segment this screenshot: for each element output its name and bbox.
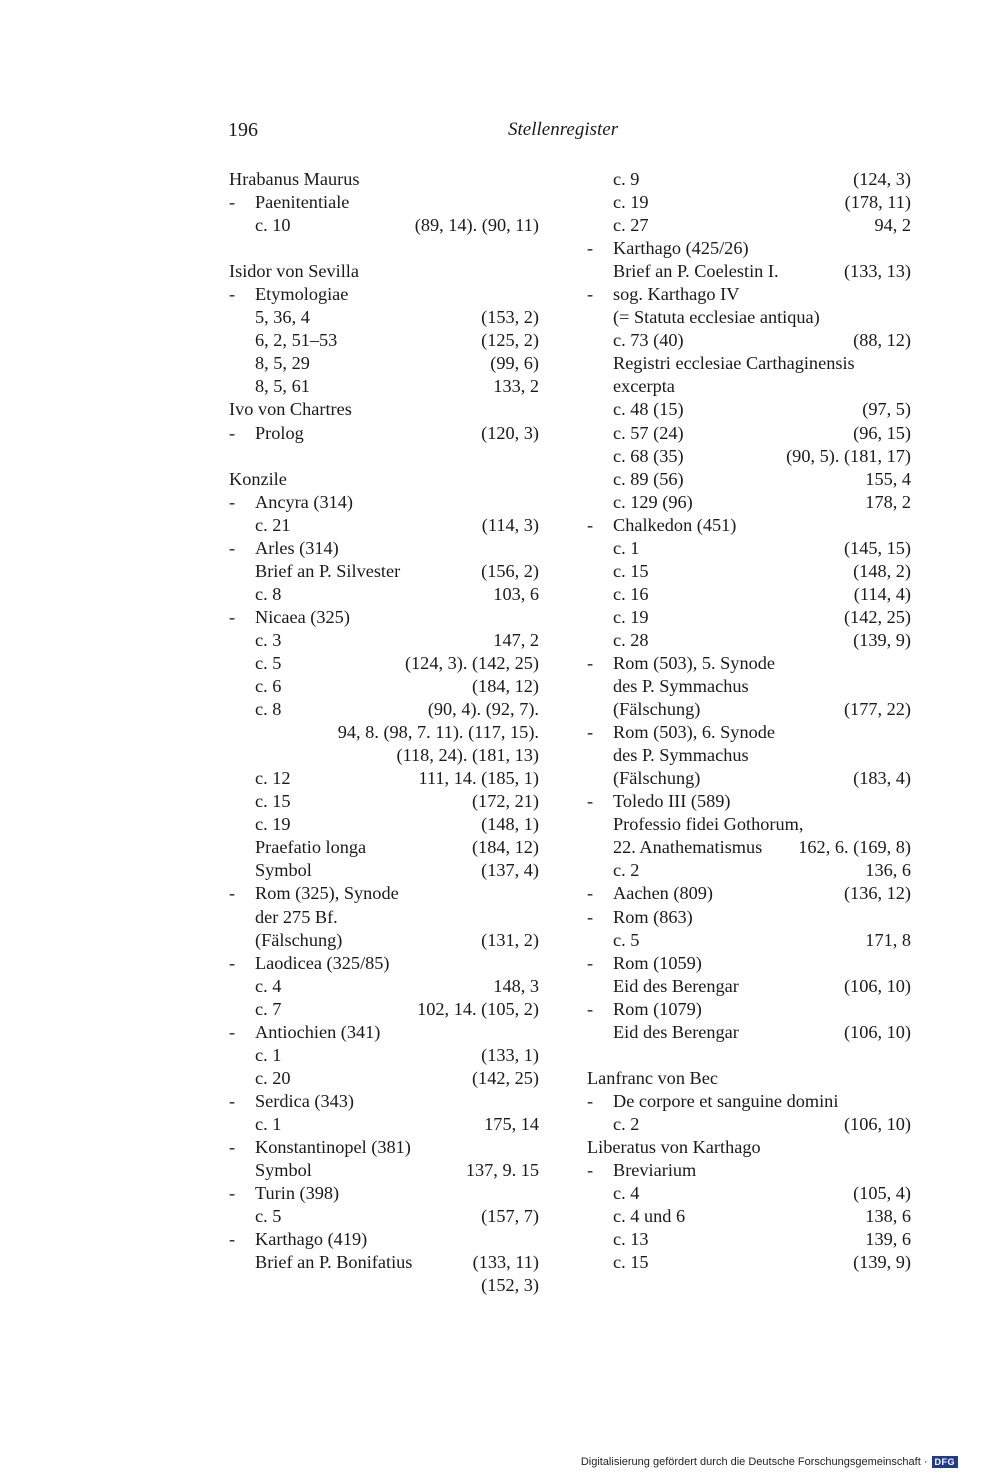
entry-label: c. 48 (15) [613, 399, 684, 420]
entry-label: Arles (314) [255, 537, 339, 558]
entry-label: Hrabanus Maurus [229, 169, 360, 189]
entry-label: Ancyra (314) [255, 491, 353, 512]
page-number: 196 [228, 119, 258, 141]
entry-reference: (142, 25) [843, 606, 911, 627]
index-entry [587, 859, 911, 882]
entry-reference: 94, 2 [874, 215, 911, 236]
entry-label: Professio fidei Gothorum, [613, 814, 804, 835]
entry-label: c. 5 [255, 1206, 282, 1227]
entry-label: des P. Symmachus [613, 676, 749, 697]
entry-label: c. 8 [255, 583, 282, 604]
entry-reference: (131, 2) [481, 929, 539, 950]
entry-dash: - [229, 1183, 236, 1204]
index-entry [229, 1274, 539, 1297]
index-entry [587, 491, 911, 514]
index-entry [229, 1136, 539, 1159]
entry-label: Liberatus von Karthago [587, 1136, 761, 1157]
index-entry [229, 1090, 539, 1113]
entry-label: Lanfranc von Bec [587, 1067, 718, 1088]
entry-label: sog. Karthago IV [613, 284, 740, 305]
index-entry [229, 1021, 539, 1044]
entry-reference: 102, 14. (105, 2) [417, 998, 539, 1019]
running-head: Stellenregister [508, 119, 619, 140]
entry-reference: (114, 4) [853, 583, 911, 604]
entry-dash: - [229, 1090, 236, 1111]
index-entry [587, 675, 911, 698]
entry-label: Antiochien (341) [255, 1021, 381, 1042]
entry-label: c. 5 [255, 652, 282, 673]
entry-label: Rom (1079) [613, 998, 702, 1019]
entry-reference: 148, 3 [493, 975, 539, 996]
entry-reference: 139, 6 [865, 1229, 911, 1250]
entry-label: c. 89 (56) [613, 468, 684, 489]
entry-dash: - [587, 514, 594, 535]
index-entry [587, 422, 911, 445]
entry-dash: - [587, 1160, 594, 1181]
entry-reference: (125, 2) [481, 330, 539, 351]
index-entry [229, 767, 539, 790]
entry-dash: - [229, 422, 236, 443]
index-entry [587, 744, 911, 767]
index-entry [587, 952, 911, 975]
entry-label: 8, 5, 29 [255, 353, 310, 374]
entry-label: (= Statuta ecclesiae antiqua) [613, 307, 820, 328]
entry-reference: (97, 5) [862, 399, 911, 420]
entry-label: c. 5 [613, 929, 640, 950]
index-entry [229, 468, 539, 491]
entry-label: c. 9 [613, 169, 640, 189]
index-entry [587, 514, 911, 537]
entry-reference: 147, 2 [493, 629, 539, 650]
blank-line [587, 1044, 911, 1067]
index-entry [229, 214, 539, 237]
index-entry [229, 560, 539, 583]
index-entry [587, 698, 911, 721]
index-entry [587, 329, 911, 352]
entry-reference: (114, 3) [481, 514, 539, 535]
index-entry [229, 329, 539, 352]
entry-label: Toledo III (589) [613, 791, 731, 812]
entry-label: Konstantinopel (381) [255, 1136, 411, 1157]
index-entry [229, 629, 539, 652]
entry-label: Isidor von Sevilla [229, 261, 359, 282]
entry-label: Turin (398) [255, 1183, 340, 1204]
entry-label: excerpta [613, 376, 675, 397]
entry-label: c. 73 (40) [613, 330, 684, 351]
index-entry [587, 629, 911, 652]
entry-reference: (139, 9) [853, 629, 911, 650]
entry-dash: - [587, 238, 594, 259]
entry-dash: - [587, 952, 594, 973]
index-entry [229, 191, 539, 214]
index-entry [229, 283, 539, 306]
index-entry [587, 1159, 911, 1182]
entry-label: c. 19 [613, 192, 649, 213]
index-entry [229, 998, 539, 1021]
entry-reference: (124, 3) [853, 169, 911, 189]
entry-reference: (139, 9) [853, 1252, 911, 1273]
entry-reference: (120, 3) [481, 422, 539, 443]
index-entry [587, 836, 911, 859]
entry-dash: - [229, 606, 236, 627]
index-entry [229, 882, 539, 905]
entry-label: c. 1 [613, 537, 640, 558]
index-entry [229, 721, 539, 744]
entry-label: Aachen (809) [613, 883, 713, 904]
entry-reference: 138, 6 [865, 1206, 911, 1227]
entry-label: Symbol [255, 1160, 312, 1181]
entry-reference: (89, 14). (90, 11) [414, 215, 539, 236]
index-entry [229, 813, 539, 836]
index-entry [229, 698, 539, 721]
entry-label: c. 68 (35) [613, 445, 684, 466]
index-entry [229, 1182, 539, 1205]
index-entry [587, 975, 911, 998]
entry-reference: 175, 14 [484, 1113, 539, 1134]
entry-label: Rom (863) [613, 906, 693, 927]
entry-label: Rom (1059) [613, 952, 702, 973]
entry-label: (Fälschung) [613, 699, 701, 720]
entry-dash: - [229, 537, 236, 558]
entry-dash: - [587, 284, 594, 305]
entry-reference: (133, 13) [843, 261, 911, 282]
entry-dash: - [587, 791, 594, 812]
footer-credit [581, 1456, 958, 1468]
index-entry [229, 790, 539, 813]
entry-dash: - [229, 192, 236, 213]
index-entry [587, 1251, 911, 1274]
index-entry [587, 767, 911, 790]
entry-label: c. 27 [613, 215, 649, 236]
index-entry [229, 514, 539, 537]
entry-label: c. 6 [255, 676, 282, 697]
index-entry [229, 491, 539, 514]
index-column-right [587, 168, 911, 1274]
entry-label: c. 13 [613, 1229, 649, 1250]
entry-label: Rom (325), Synode [255, 883, 399, 904]
entry-label: c. 2 [613, 860, 640, 881]
index-entry [587, 398, 911, 421]
entry-label: Symbol [255, 860, 312, 881]
entry-label: c. 12 [255, 768, 291, 789]
index-entry [587, 583, 911, 606]
entry-label: Prolog [255, 422, 304, 443]
index-entry [587, 882, 911, 905]
entry-label: Eid des Berengar [613, 1021, 739, 1042]
blank-line [229, 445, 539, 468]
entry-reference: 136, 6 [865, 860, 911, 881]
index-entry [587, 1113, 911, 1136]
index-entry [587, 998, 911, 1021]
entry-reference: 171, 8 [865, 929, 911, 950]
index-entry [587, 191, 911, 214]
entry-label: 5, 36, 4 [255, 307, 310, 328]
index-entry [587, 306, 911, 329]
entry-label: c. 15 [255, 791, 291, 812]
index-entry [587, 1182, 911, 1205]
entry-reference: (88, 12) [853, 330, 911, 351]
entry-reference: (106, 10) [843, 975, 911, 996]
entry-reference: (90, 5). (181, 17) [786, 445, 911, 466]
index-entry [587, 214, 911, 237]
index-entry [587, 283, 911, 306]
entry-dash: - [587, 652, 594, 673]
index-entry [229, 537, 539, 560]
entry-label: Eid des Berengar [613, 975, 739, 996]
index-entry [587, 1205, 911, 1228]
index-entry [229, 975, 539, 998]
entry-reference: (172, 21) [471, 791, 539, 812]
index-entry [229, 1044, 539, 1067]
entry-reference: (184, 12) [471, 837, 539, 858]
index-column-left [229, 168, 539, 1297]
entry-reference: (148, 1) [481, 814, 539, 835]
entry-reference: 155, 4 [865, 468, 911, 489]
entry-label: c. 1 [255, 1113, 282, 1134]
entry-label: Nicaea (325) [255, 606, 350, 627]
index-entry [229, 859, 539, 882]
entry-label: 6, 2, 51–53 [255, 330, 338, 351]
index-entry [587, 721, 911, 744]
index-entry [587, 237, 911, 260]
entry-label: c. 8 [255, 699, 282, 720]
entry-label: der 275 Bf. [255, 906, 338, 927]
index-entry [229, 1228, 539, 1251]
entry-label: Brief an P. Coelestin I. [613, 261, 779, 282]
entry-reference: (90, 4). (92, 7). [427, 699, 539, 720]
entry-label: c. 19 [613, 606, 649, 627]
entry-label: 22. Anathematismus [613, 837, 763, 858]
entry-label: Chalkedon (451) [613, 514, 737, 535]
entry-reference: (156, 2) [481, 560, 539, 581]
entry-label: (Fälschung) [255, 929, 343, 950]
entry-reference: (99, 6) [490, 353, 539, 374]
entry-label: c. 57 (24) [613, 422, 684, 443]
entry-label: c. 129 (96) [613, 491, 693, 512]
entry-dash: - [229, 284, 236, 305]
dfg-logo: DFG [932, 1456, 959, 1468]
entry-reference: 94, 8. (98, 7. 11). (117, 15). [337, 722, 539, 743]
entry-label: Serdica (343) [255, 1090, 354, 1111]
entry-label: Ivo von Chartres [229, 399, 352, 420]
index-entry [229, 398, 539, 421]
entry-label: c. 15 [613, 1252, 649, 1273]
index-entry [229, 1251, 539, 1274]
entry-dash: - [587, 998, 594, 1019]
index-entry [229, 744, 539, 767]
entry-label: c. 4 [613, 1183, 640, 1204]
index-entry [229, 836, 539, 859]
index-entry [587, 790, 911, 813]
entry-reference: (124, 3). (142, 25) [404, 652, 539, 673]
index-entry [229, 583, 539, 606]
entry-label: c. 15 [613, 560, 649, 581]
index-entry [229, 906, 539, 929]
index-entry [229, 1205, 539, 1228]
index-entry [229, 1067, 539, 1090]
entry-reference: (133, 11) [472, 1252, 539, 1273]
entry-reference: (118, 24). (181, 13) [396, 745, 539, 766]
index-entry [587, 468, 911, 491]
entry-label: Laodicea (325/85) [255, 952, 390, 973]
entry-label: (Fälschung) [613, 768, 701, 789]
index-entry [587, 906, 911, 929]
index-entry [587, 1090, 911, 1113]
index-entry [587, 1067, 911, 1090]
entry-reference: (153, 2) [481, 307, 539, 328]
entry-dash: - [229, 1136, 236, 1157]
entry-dash: - [587, 1090, 594, 1111]
entry-dash: - [587, 883, 594, 904]
index-entry [229, 652, 539, 675]
entry-label: Rom (503), 5. Synode [613, 652, 775, 673]
index-entry [229, 168, 539, 191]
entry-label: c. 2 [613, 1113, 640, 1134]
index-entry [229, 260, 539, 283]
entry-label: c. 3 [255, 629, 282, 650]
index-entry [229, 929, 539, 952]
entry-label: Karthago (419) [255, 1229, 368, 1250]
entry-reference: 137, 9. 15 [465, 1160, 539, 1181]
entry-label: Praefatio longa [255, 837, 367, 858]
footer-text: Digitalisierung gefördert durch die Deutsche Forschungsgemeinschaft · [580, 1456, 928, 1468]
entry-label: 8, 5, 61 [255, 376, 310, 397]
entry-dash: - [229, 952, 236, 973]
entry-label: c. 16 [613, 583, 649, 604]
entry-dash: - [229, 883, 236, 904]
entry-label: c. 28 [613, 629, 649, 650]
entry-label: Etymologiae [255, 284, 349, 305]
entry-reference: 178, 2 [865, 491, 911, 512]
index-entry [229, 952, 539, 975]
entry-label: Konzile [229, 468, 287, 489]
entry-label: Paenitentiale [255, 192, 350, 213]
entry-reference: (136, 12) [843, 883, 911, 904]
entry-dash: - [229, 1229, 236, 1250]
entry-label: Brief an P. Silvester [255, 560, 401, 581]
entry-label: c. 10 [255, 215, 291, 236]
index-entry [229, 306, 539, 329]
index-entry [229, 675, 539, 698]
index-entry [587, 652, 911, 675]
entry-reference: (106, 10) [843, 1021, 911, 1042]
index-entry [587, 375, 911, 398]
index-entry [229, 375, 539, 398]
entry-reference: (106, 10) [843, 1113, 911, 1134]
entry-label: c. 19 [255, 814, 291, 835]
entry-reference: (142, 25) [471, 1067, 539, 1088]
index-entry [229, 606, 539, 629]
entry-dash: - [587, 722, 594, 743]
blank-line [229, 237, 539, 260]
index-entry [229, 1159, 539, 1182]
entry-label: Breviarium [613, 1160, 697, 1181]
index-entry [587, 168, 911, 191]
entry-reference: (152, 3) [481, 1275, 539, 1296]
index-entry [229, 352, 539, 375]
entry-dash: - [229, 491, 236, 512]
entry-label: c. 21 [255, 514, 291, 535]
entry-label: Registri ecclesiae Carthaginensis [613, 353, 855, 374]
index-entry [587, 1136, 911, 1159]
entry-reference: (148, 2) [853, 560, 911, 581]
index-entry [587, 260, 911, 283]
entry-label: De corpore et sanguine domini [613, 1090, 839, 1111]
index-entry [229, 1113, 539, 1136]
index-entry [587, 606, 911, 629]
index-entry [587, 537, 911, 560]
entry-dash: - [229, 1021, 236, 1042]
entry-reference: 133, 2 [493, 376, 539, 397]
entry-reference: (177, 22) [843, 699, 911, 720]
index-entry [587, 445, 911, 468]
index-entry [587, 1021, 911, 1044]
entry-reference: (96, 15) [853, 422, 911, 443]
index-entry [229, 422, 539, 445]
entry-reference: (178, 11) [844, 192, 911, 213]
entry-reference: 111, 14. (185, 1) [418, 768, 539, 789]
entry-label: Karthago (425/26) [613, 238, 749, 259]
entry-label: c. 4 [255, 975, 282, 996]
entry-reference: (157, 7) [481, 1206, 539, 1227]
entry-label: c. 20 [255, 1067, 291, 1088]
entry-label: c. 1 [255, 1044, 282, 1065]
entry-dash: - [587, 906, 594, 927]
entry-label: c. 7 [255, 998, 282, 1019]
entry-reference: (105, 4) [853, 1183, 911, 1204]
entry-reference: 162, 6. (169, 8) [798, 837, 911, 858]
index-entry [587, 1228, 911, 1251]
entry-reference: 103, 6 [493, 583, 539, 604]
index-entry [587, 929, 911, 952]
entry-label: des P. Symmachus [613, 745, 749, 766]
index-entry [587, 813, 911, 836]
entry-reference: (184, 12) [471, 676, 539, 697]
index-entry [587, 560, 911, 583]
entry-label: Brief an P. Bonifatius [255, 1252, 413, 1273]
entry-reference: (133, 1) [481, 1044, 539, 1065]
entry-reference: (145, 15) [843, 537, 911, 558]
entry-label: c. 4 und 6 [613, 1206, 686, 1227]
index-entry [587, 352, 911, 375]
entry-label: Rom (503), 6. Synode [613, 722, 775, 743]
entry-reference: (137, 4) [481, 860, 539, 881]
entry-reference: (183, 4) [853, 768, 911, 789]
